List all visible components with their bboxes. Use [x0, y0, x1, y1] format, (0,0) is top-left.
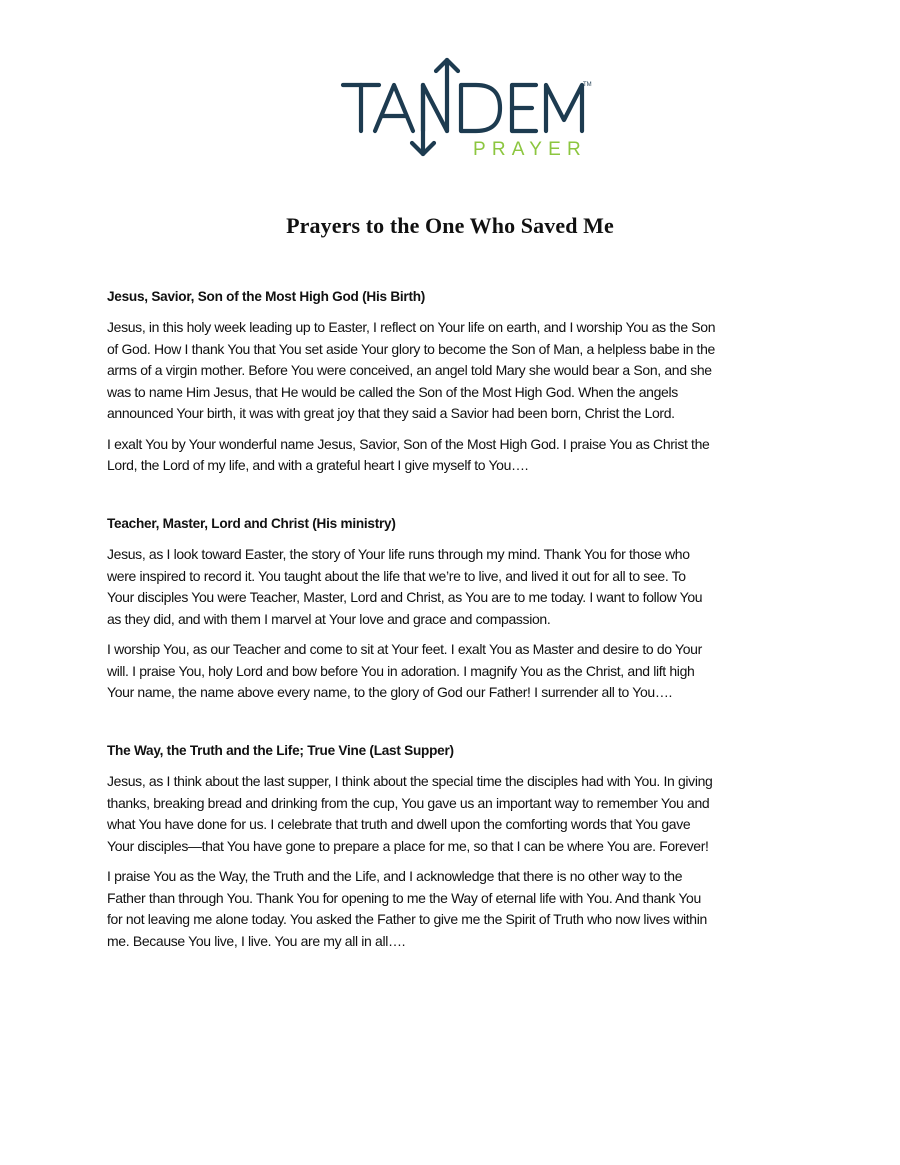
text-line: Jesus, in this holy week leading up to Easter, I reflect on Your life on earth, and I worship You as the Son [107, 319, 716, 335]
logo-subtitle: PRAYER [473, 139, 587, 160]
document-title: Prayers to the One Who Saved Me [286, 213, 614, 238]
text-line: as they did, and with them I marvel at Your love and grace and compassion. [107, 610, 551, 627]
paragraph [107, 434, 807, 477]
paragraph [107, 866, 807, 952]
text-line: Lord, the Lord of my life, and with a grateful heart I give myself to You…. [107, 457, 529, 473]
text-line: will. I praise You, holy Lord and bow before You in adoration. I magnify You as the Christ, and lift high [107, 662, 695, 679]
text-line: for not leaving me alone today. You asked the Father to give me the Spirit of Truth who now lives within [107, 911, 707, 927]
text-line: Your disciples You were Teacher, Master, Lord and Christ, as You are to me today. I want to follow You [107, 589, 703, 605]
text-line: what You have done for us. I celebrate that truth and dwell upon the comforting words that You gave [107, 816, 691, 832]
logo-graphic [340, 56, 590, 160]
section-heading: Teacher, Master, Lord and Christ (His ministry) [107, 516, 396, 531]
text-line: thanks, breaking bread and drinking from the cup, You gave us an important way to remember You and [107, 794, 710, 811]
section-heading: Jesus, Savior, Son of the Most High God (His Birth) [107, 289, 426, 304]
text-line: arms of a virgin mother. Before You were conceived, an angel told Mary she would bear a Son, and she [107, 362, 712, 378]
tandem-prayer-logo [340, 56, 590, 160]
text-line: I exalt You by Your wonderful name Jesus, Savior, Son of the Most High God. I praise You as Christ the [107, 435, 710, 452]
paragraph [107, 317, 807, 425]
paragraph [107, 544, 807, 630]
text-line: Your disciples—that You have gone to prepare a place for me, so that I can be where You are. Forever! [107, 837, 709, 854]
text-line: announced Your birth, it was with great joy that they said a Savior had been born, Christ the Lord. [107, 405, 675, 421]
prayer-section-ministry [107, 514, 807, 713]
text-line: I worship You, as our Teacher and come to sit at Your feet. I exalt You as Master and desire to do Your [107, 641, 702, 657]
text-line: Father than through You. Thank You for opening to me the Way of eternal life with You. And thank You [107, 889, 701, 906]
prayer-section-last-supper [107, 741, 807, 961]
prayer-section-birth [107, 287, 807, 486]
text-line: Your name, the name above every name, to the glory of God our Father! I surrender all to You…. [107, 684, 673, 700]
section-heading: The Way, the Truth and the Life; True Vine (Last Supper) [107, 743, 454, 758]
text-line: Jesus, as I look toward Easter, the story of Your life runs through my mind. Thank You for those who [107, 546, 690, 562]
trademark-mark: TM [583, 82, 592, 88]
paragraph [107, 771, 807, 857]
text-line: Jesus, as I think about the last supper, I think about the special time the disciples had with You. In giving [107, 773, 713, 789]
text-line: of God. How I thank You that You set aside Your glory to become the Son of Man, a helpless babe in the [107, 340, 715, 357]
text-line: I praise You as the Way, the Truth and the Life, and I acknowledge that there is no other way to the [107, 868, 683, 884]
text-line: was to name Him Jesus, that He would be called the Son of the Most High God. When the angels [107, 383, 678, 400]
text-line: me. Because You live, I live. You are my all in all…. [107, 932, 406, 949]
text-line: were inspired to record it. You taught about the life that we’re to live, and lived it out for all to see. To [107, 567, 686, 584]
paragraph [107, 639, 807, 704]
